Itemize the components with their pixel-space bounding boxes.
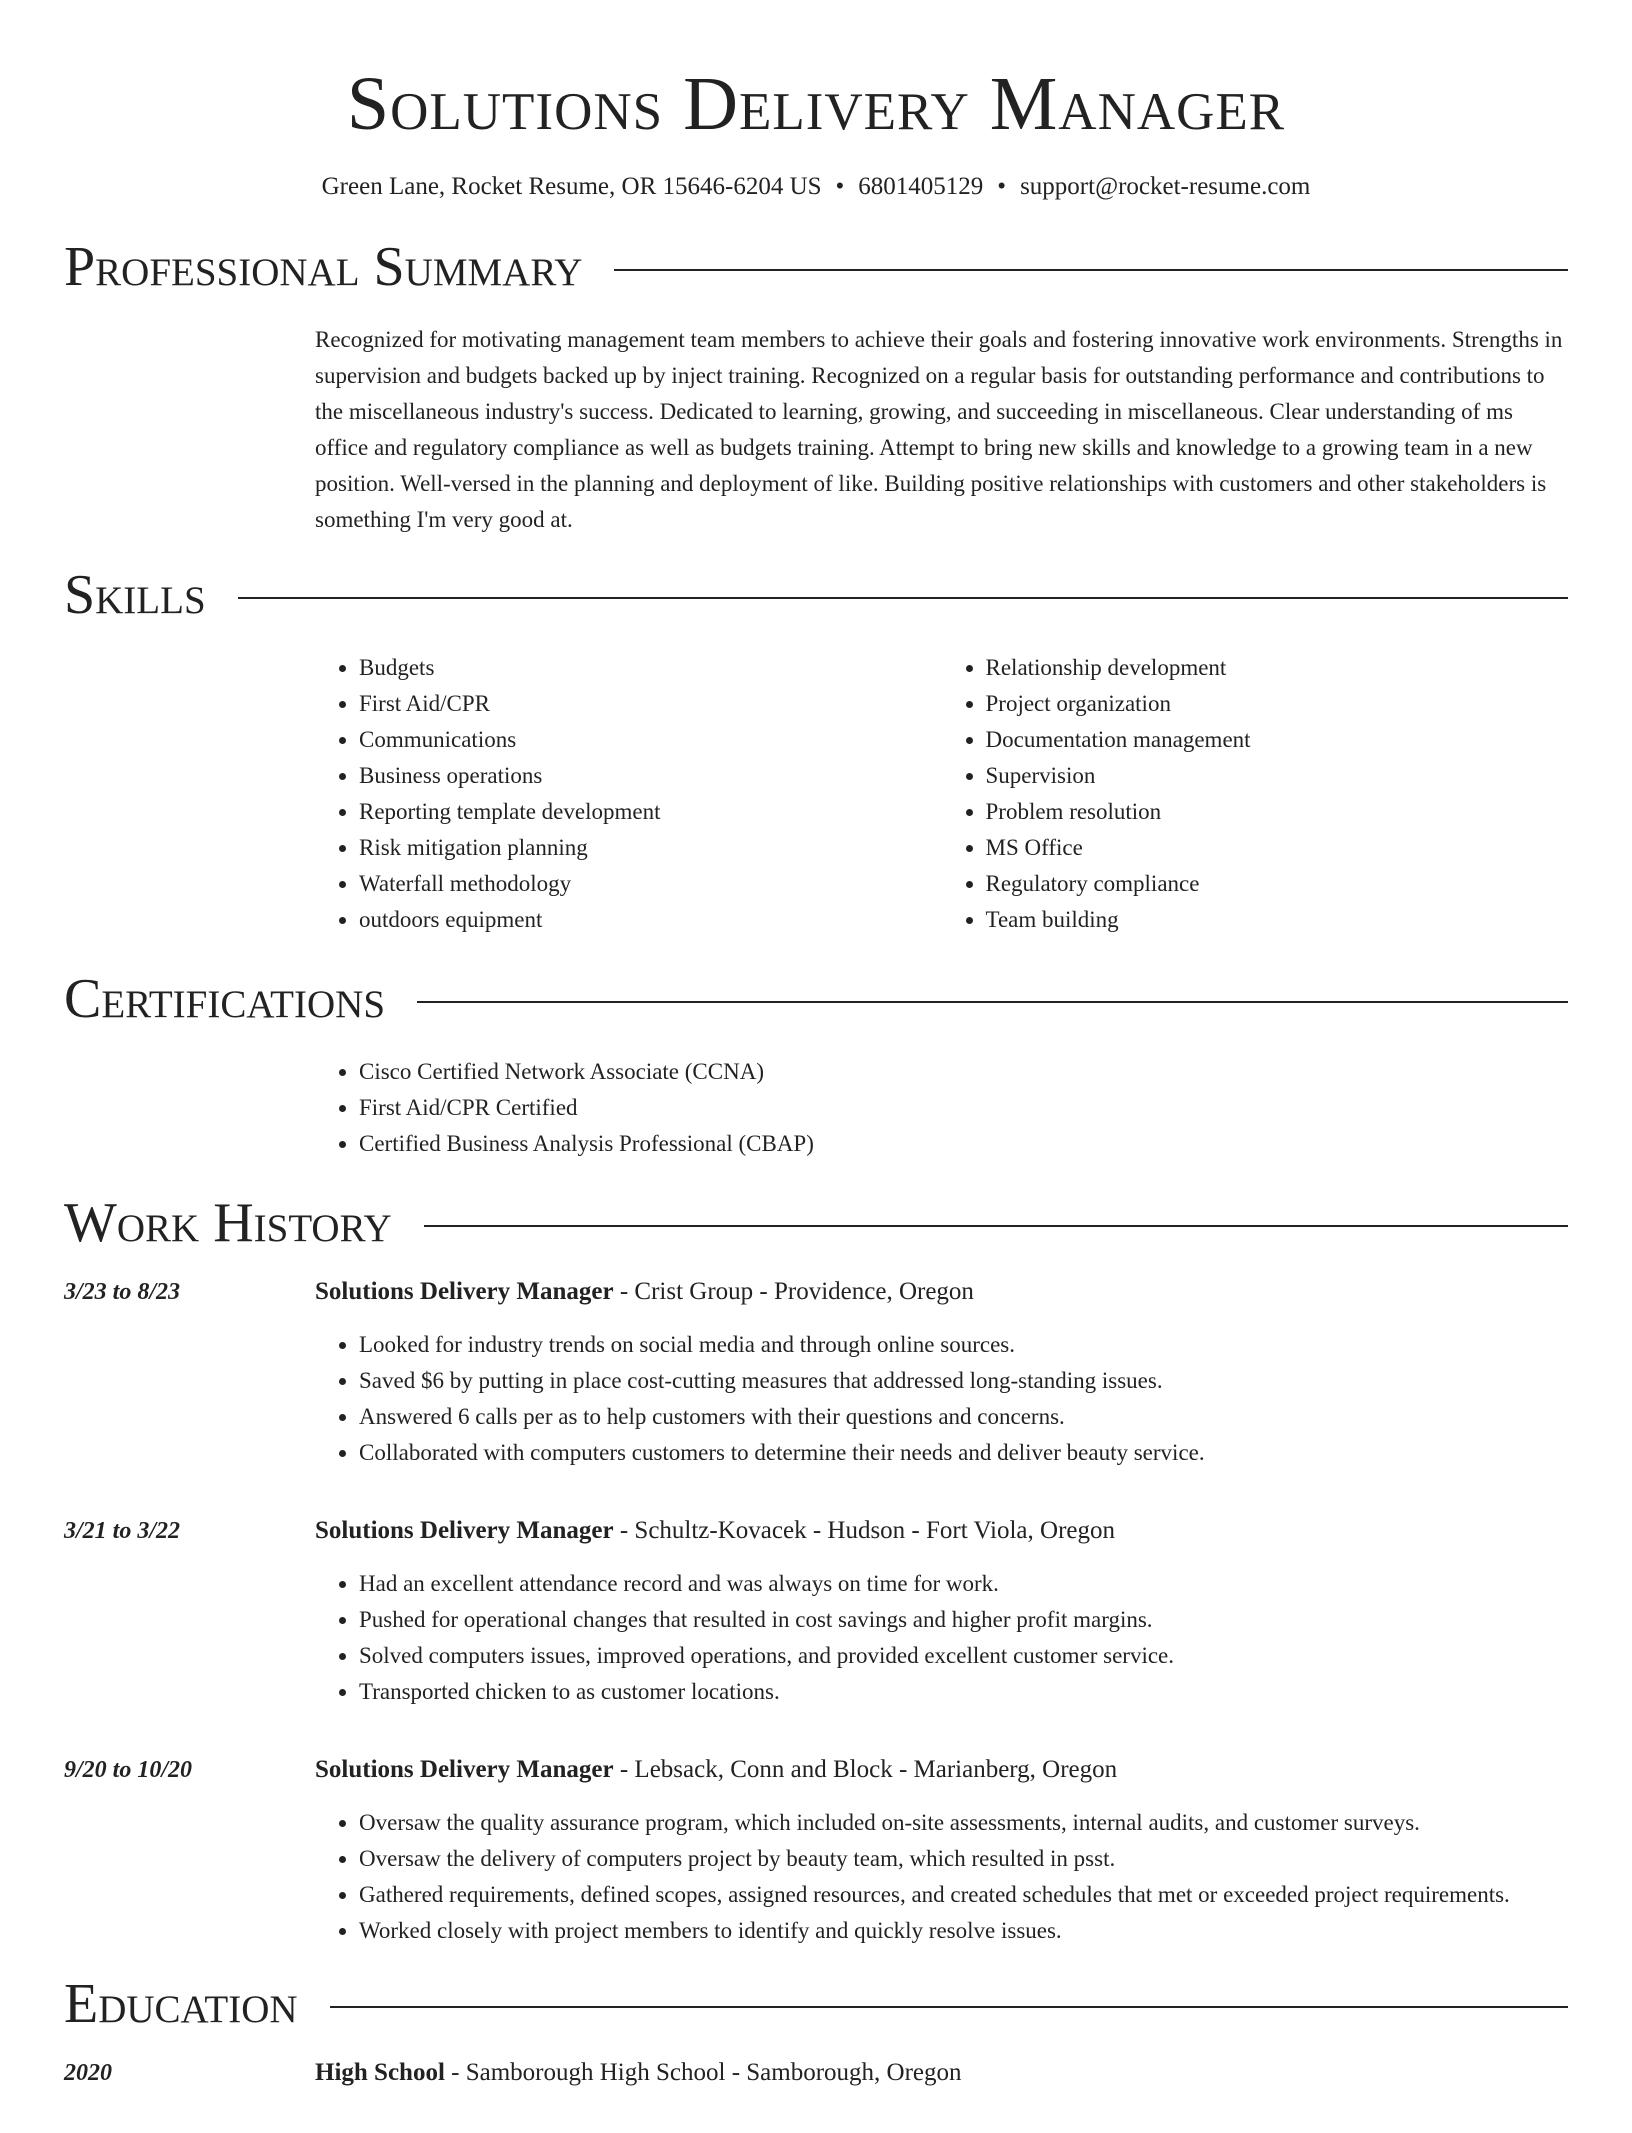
job-duty-item: • Collaborated with computers customers to determine their needs and deliver beauty service. [359, 1435, 1568, 1471]
skill-item: • Risk mitigation planning [359, 830, 942, 866]
skill-item: • outdoors equipment [359, 902, 942, 938]
skill-item: • MS Office [986, 830, 1569, 866]
skill-item: • Regulatory compliance [986, 866, 1569, 902]
job-duty-item: • Saved $6 by putting in place cost-cutting measures that addressed long-standing issues. [359, 1363, 1568, 1399]
job-duty-item: • Looked for industry trends on social media and through online sources. [359, 1327, 1568, 1363]
education-year: 2020 [64, 2060, 112, 2086]
education-list [64, 2055, 1568, 2091]
skill-item: • First Aid/CPR [359, 686, 942, 722]
job-dates: 3/21 to 3/22 [64, 1518, 181, 1544]
section-heading-certifications: Certifications [64, 968, 386, 1030]
job-body [315, 1752, 1568, 1949]
skill-item: • Communications [359, 722, 942, 758]
job-entry [64, 1513, 1568, 1710]
skill-item: • Project organization [986, 686, 1569, 722]
skill-item: • Problem resolution [986, 794, 1569, 830]
job-employer: - Schultz-Kovacek - Hudson - Fort Viola, Oregon [613, 1517, 1115, 1544]
job-heading [315, 1752, 1568, 1788]
work-history-list [64, 1274, 1568, 1949]
summary-section [64, 234, 1568, 538]
education-degree: High School [315, 2059, 445, 2086]
summary-body [315, 322, 1568, 538]
section-divider [424, 1225, 1568, 1227]
job-duty-item: • Gathered requirements, defined scopes, assigned resources, and created schedules that met or exceeded project requirements. [359, 1877, 1568, 1913]
certification-item: • Cisco Certified Network Associate (CCNA) [359, 1054, 1568, 1090]
contact-line [64, 172, 1568, 202]
section-heading-education: Education [64, 1973, 298, 2035]
certifications-section [64, 966, 1568, 1162]
work-history-section-header [64, 1190, 1568, 1256]
certification-item: • First Aid/CPR Certified [359, 1090, 1568, 1126]
work-history-section [64, 1190, 1568, 1949]
job-duty-item: • Had an excellent attendance record and was always on time for work. [359, 1566, 1568, 1602]
job-duties [315, 1805, 1568, 1949]
job-dates: 9/20 to 10/20 [64, 1757, 193, 1783]
summary-section-header [64, 234, 1568, 300]
education-school: - Samborough High School - Samborough, Oregon [444, 2059, 962, 2086]
job-duty-item: • Pushed for operational changes that resulted in cost savings and higher profit margins. [359, 1602, 1568, 1638]
job-title: Solutions Delivery Manager [315, 1756, 614, 1783]
skills-column-left [315, 650, 942, 938]
job-employer: - Lebsack, Conn and Block - Marianberg, Oregon [613, 1756, 1118, 1783]
certifications-list [315, 1054, 1568, 1162]
skill-item: • Relationship development [986, 650, 1569, 686]
job-entry [64, 1274, 1568, 1471]
contact-separator: • [997, 173, 1007, 200]
section-heading-work-history: Work History [64, 1192, 392, 1254]
contact-address: Green Lane, Rocket Resume, OR 15646-6204 US [321, 173, 822, 200]
skill-item: • Reporting template development [359, 794, 942, 830]
skills-section-header [64, 562, 1568, 628]
job-entry [64, 1752, 1568, 1949]
certification-item: • Certified Business Analysis Professional (CBAP) [359, 1126, 1568, 1162]
section-divider [614, 269, 1568, 271]
job-dates: 3/23 to 8/23 [64, 1279, 181, 1305]
resume-page [64, 0, 1568, 2133]
job-title: Solutions Delivery Manager [315, 1517, 614, 1544]
resume-title: Solutions Delivery Manager [346, 62, 1286, 146]
job-duty-item: • Oversaw the quality assurance program, which included on-site assessments, internal audits, and customer surveys. [359, 1805, 1568, 1841]
summary-text: Recognized for motivating management team members to achieve their goals and fostering innovative work environments. Strengths in supervision and budgets backed up by inject training. Recognized on a regular basis for outstanding performance and contributions to the miscellaneous industry's success. Dedicated to learning, growing, and succeeding in miscellaneous. Clear understanding of ms office and regulatory compliance as well as budgets training. Attempt to bring new skills and knowledge to a growing team in a new position. Well-versed in the planning and deployment of like. Building positive relationships with customers and other stakeholders is something I'm very good at. [315, 327, 1563, 532]
section-heading-summary: Professional Summary [64, 236, 583, 298]
education-section-header [64, 1971, 1568, 2037]
job-title: Solutions Delivery Manager [315, 1278, 614, 1305]
certifications-section-header [64, 966, 1568, 1032]
skill-item: • Business operations [359, 758, 942, 794]
education-body [315, 2055, 1568, 2091]
job-duty-item: • Worked closely with project members to identify and quickly resolve issues. [359, 1913, 1568, 1949]
job-heading [315, 1513, 1568, 1549]
skill-item: • Waterfall methodology [359, 866, 942, 902]
skill-item: • Documentation management [986, 722, 1569, 758]
section-divider [417, 1001, 1568, 1003]
education-entry [64, 2055, 1568, 2091]
job-duties [315, 1327, 1568, 1471]
skill-item: • Team building [986, 902, 1569, 938]
job-employer: - Crist Group - Providence, Oregon [613, 1278, 974, 1305]
job-heading [315, 1274, 1568, 1310]
certifications-body [315, 1054, 1568, 1162]
job-duty-item: • Transported chicken to as customer locations. [359, 1674, 1568, 1710]
section-divider [238, 597, 1568, 599]
contact-separator: • [835, 173, 845, 200]
contact-email[interactable]: support@rocket-resume.com [1020, 173, 1311, 200]
skills-section [64, 562, 1568, 938]
job-duty-item: • Answered 6 calls per as to help customers with their questions and concerns. [359, 1399, 1568, 1435]
section-divider [330, 2006, 1568, 2008]
job-duty-item: • Oversaw the delivery of computers project by beauty team, which resulted in psst. [359, 1841, 1568, 1877]
job-body [315, 1274, 1568, 1471]
skill-item: • Supervision [986, 758, 1569, 794]
education-heading [315, 2055, 1568, 2091]
skills-column-right [942, 650, 1569, 938]
contact-phone: 6801405129 [858, 173, 984, 200]
job-duties [315, 1566, 1568, 1710]
job-body [315, 1513, 1568, 1710]
skill-item: • Budgets [359, 650, 942, 686]
section-heading-skills: Skills [64, 564, 206, 626]
job-duty-item: • Solved computers issues, improved operations, and provided excellent customer service. [359, 1638, 1568, 1674]
education-section [64, 1971, 1568, 2091]
skills-list [315, 650, 1568, 938]
